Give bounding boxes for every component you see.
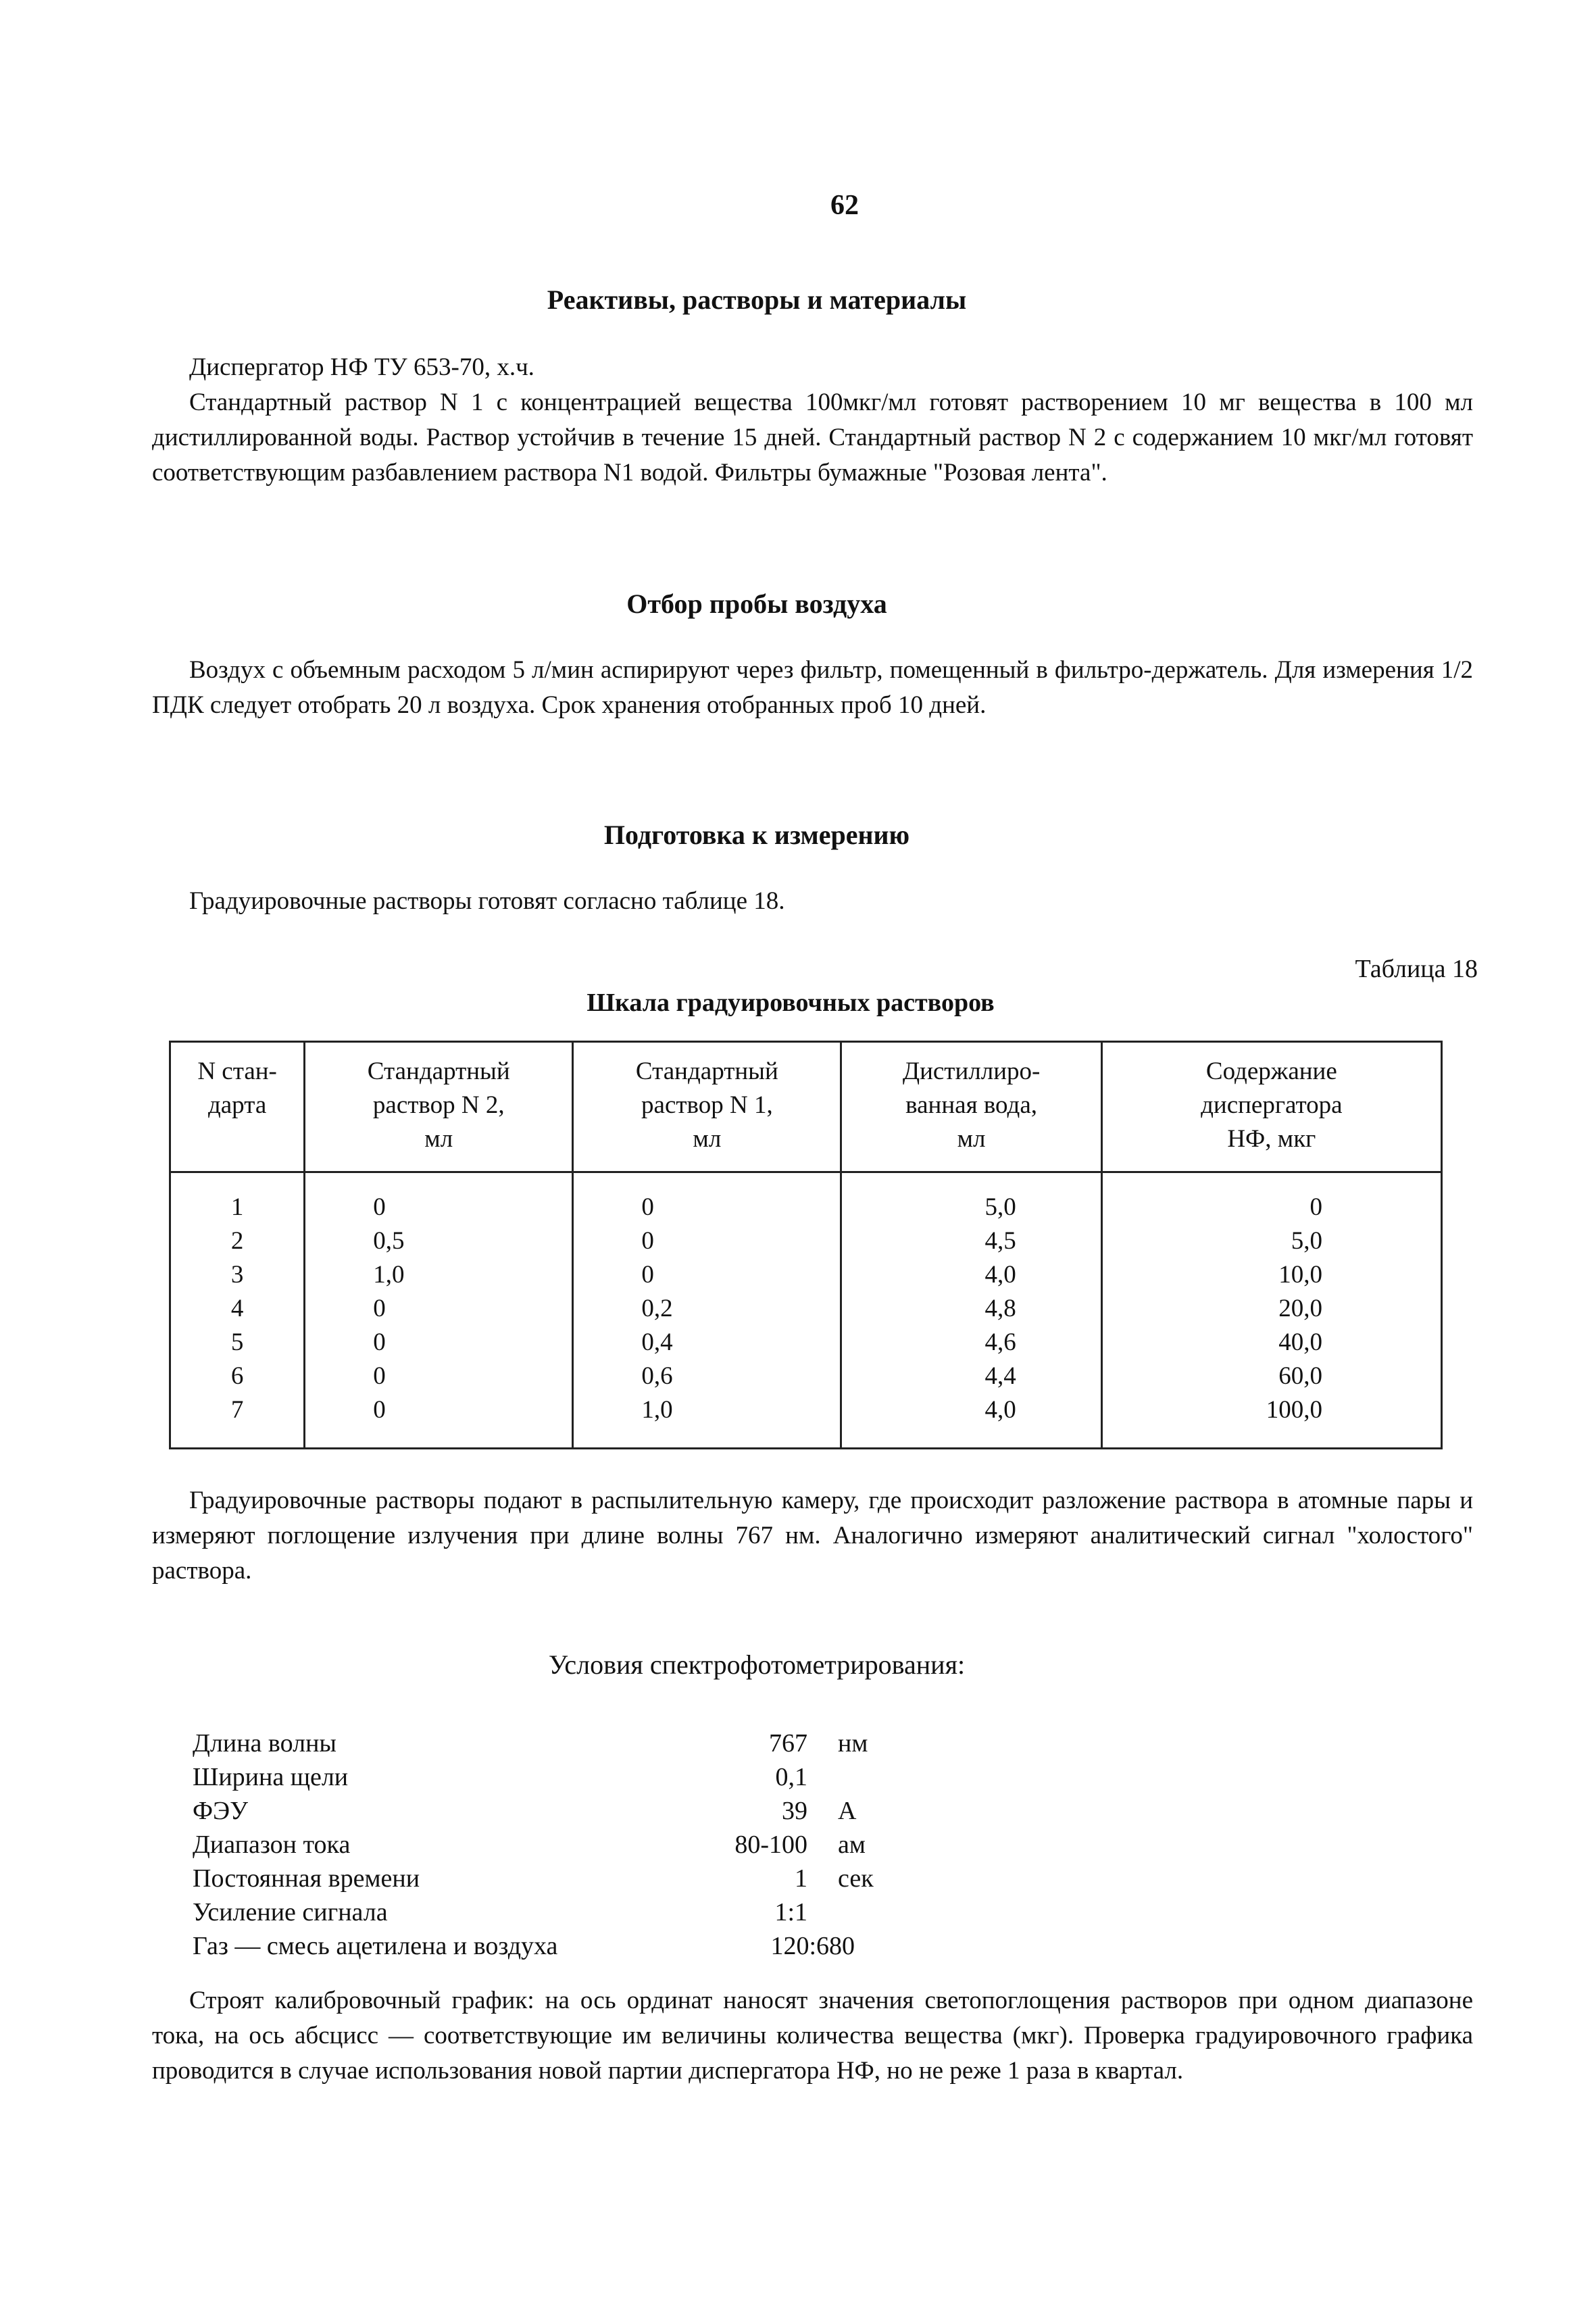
reagents-text xyxy=(152,350,1473,491)
table-cell: 6 xyxy=(170,1360,305,1393)
table-number: Таблица 18 xyxy=(1355,955,1478,983)
header-line: Дистиллиро- xyxy=(902,1057,1041,1085)
condition-row xyxy=(193,1862,936,1895)
condition-value: 39 xyxy=(782,1797,807,1825)
condition-label: Длина волны xyxy=(193,1729,336,1758)
table-cell: 0 xyxy=(305,1360,573,1393)
header-line: дарта xyxy=(207,1091,267,1119)
table-cell: 0,4 xyxy=(573,1326,841,1360)
sampling-text xyxy=(152,653,1473,723)
table-cell: 4,6 xyxy=(841,1326,1101,1360)
table-cell: 0 xyxy=(305,1326,573,1360)
table-cell: 7 xyxy=(170,1393,305,1449)
header-standard-solution-2 xyxy=(305,1042,573,1172)
calibration-table xyxy=(169,1041,1443,1449)
condition-unit: сек xyxy=(838,1864,874,1893)
table-cell: 5,0 xyxy=(1101,1224,1441,1258)
condition-row xyxy=(193,1726,936,1760)
table-row xyxy=(170,1224,1442,1258)
table-cell: 0 xyxy=(305,1172,573,1225)
header-line: Содержание xyxy=(1205,1057,1337,1085)
condition-value: 1:1 xyxy=(774,1898,807,1926)
table-cell: 1,0 xyxy=(573,1393,841,1449)
table-cell: 0,6 xyxy=(573,1360,841,1393)
header-line: раствор N 1, xyxy=(641,1091,773,1119)
condition-row xyxy=(193,1895,936,1929)
condition-label: ФЭУ xyxy=(193,1797,249,1825)
table-cell: 20,0 xyxy=(1101,1292,1441,1326)
table-cell: 40,0 xyxy=(1101,1326,1441,1360)
condition-value: 767 xyxy=(769,1729,807,1758)
preparation-paragraph: Градуировочные растворы готовят согласно таблице 18. xyxy=(189,887,785,915)
header-line: НФ, мкг xyxy=(1227,1125,1316,1153)
reagents-paragraph-1: Диспергатор НФ ТУ 653-70, х.ч. xyxy=(189,353,534,381)
table-cell: 0 xyxy=(305,1292,573,1326)
condition-unit: нм xyxy=(838,1729,868,1758)
page-number: 62 xyxy=(830,190,859,221)
final-paragraph: Строят калибровочный график: на ось ординат наносят значения светопоглощения растворов при одном диапазоне тока, на ось абсцисс — соответствующие им величины количества вещества (мкг). Проверка градуировочного графика проводится в случае использования новой партии диспергатора НФ, но не реже 1 раза в квартал. xyxy=(152,1987,1473,2085)
conditions-title: Условия спектрофотометрирования: xyxy=(548,1649,966,1680)
condition-label: Газ — смесь ацетилена и воздуха xyxy=(193,1932,558,1960)
conditions-list xyxy=(193,1726,936,1963)
table-cell: 1 xyxy=(170,1172,305,1225)
condition-unit: ам xyxy=(838,1831,866,1859)
header-line: мл xyxy=(957,1125,986,1153)
header-line: Стандартный xyxy=(367,1057,510,1085)
table-cell: 0,5 xyxy=(305,1224,573,1258)
table-cell: 5,0 xyxy=(841,1172,1101,1225)
reagents-paragraph-2: Стандартный раствор N 1 с концентрацией вещества 100мкг/мл готовят растворением 10 мг вещества в 100 мл дистиллированной воды. Раствор устойчив в течение 15 дней. Стандартный раствор N 2 с содержанием 10 мкг/мл готовят соответствующим разбавлением раствора N1 водой. Фильтры бумажные "Розовая лента". xyxy=(152,389,1473,487)
after-table-text xyxy=(152,1483,1473,1589)
condition-row xyxy=(193,1828,936,1862)
header-standard-number xyxy=(170,1042,305,1172)
table-cell: 0 xyxy=(305,1393,573,1449)
condition-value: 80-100 xyxy=(734,1831,807,1859)
header-line: N стан- xyxy=(197,1057,277,1085)
condition-label: Постоянная времени xyxy=(193,1864,420,1893)
table-row xyxy=(170,1172,1442,1225)
table-row xyxy=(170,1393,1442,1449)
final-text xyxy=(152,1983,1473,2089)
condition-row xyxy=(193,1929,936,1963)
table-cell: 2 xyxy=(170,1224,305,1258)
table-row xyxy=(170,1258,1442,1292)
condition-label: Диапазон тока xyxy=(193,1831,351,1859)
header-standard-solution-1 xyxy=(573,1042,841,1172)
condition-row xyxy=(193,1794,936,1828)
table-cell: 4,8 xyxy=(841,1292,1101,1326)
table-cell: 0 xyxy=(1101,1172,1441,1225)
header-distilled-water xyxy=(841,1042,1101,1172)
table-cell: 1,0 xyxy=(305,1258,573,1292)
header-line: ванная вода, xyxy=(905,1091,1037,1119)
table-row xyxy=(170,1326,1442,1360)
table-cell: 60,0 xyxy=(1101,1360,1441,1393)
header-line: мл xyxy=(693,1125,722,1153)
condition-value: 1 xyxy=(795,1864,807,1893)
header-line: раствор N 2, xyxy=(372,1091,505,1119)
table-cell: 10,0 xyxy=(1101,1258,1441,1292)
condition-row xyxy=(193,1760,936,1794)
table-row xyxy=(170,1292,1442,1326)
header-line: Стандартный xyxy=(635,1057,778,1085)
table-cell: 4,0 xyxy=(841,1393,1101,1449)
sampling-paragraph: Воздух с объемным расходом 5 л/мин аспирируют через фильтр, помещенный в фильтро-держатель. Для измерения 1/2 ПДК следует отобрать 20 л воздуха. Срок хранения отобранных проб 10 дней. xyxy=(152,656,1473,719)
table-cell: 4 xyxy=(170,1292,305,1326)
table-caption: Шкала градуировочных растворов xyxy=(587,989,995,1017)
table-cell: 3 xyxy=(170,1258,305,1292)
header-line: мл xyxy=(424,1125,453,1153)
table-cell: 4,0 xyxy=(841,1258,1101,1292)
table-cell: 4,4 xyxy=(841,1360,1101,1393)
table-cell: 5 xyxy=(170,1326,305,1360)
table-cell: 0 xyxy=(573,1172,841,1225)
table-cell: 0,2 xyxy=(573,1292,841,1326)
section-title-preparation: Подготовка к измерению xyxy=(603,820,910,850)
table-cell: 0 xyxy=(573,1224,841,1258)
header-line: диспергатора xyxy=(1201,1091,1343,1119)
after-table-paragraph: Градуировочные растворы подают в распылительную камеру, где происходит разложение раствора в атомные пары и измеряют поглощение излучения при длине волны 767 нм. Аналогично измеряют аналитический сигнал "холостого" раствора. xyxy=(152,1487,1473,1585)
condition-unit: А xyxy=(838,1797,857,1825)
table-cell: 0 xyxy=(573,1258,841,1292)
section-title-sampling: Отбор пробы воздуха xyxy=(626,589,887,619)
condition-label: Ширина щели xyxy=(193,1763,349,1791)
header-dispersant-content xyxy=(1101,1042,1441,1172)
condition-value: 0,1 xyxy=(775,1763,807,1791)
condition-value: 120:680 xyxy=(770,1932,855,1960)
preparation-text xyxy=(152,884,1473,919)
section-title-reagents: Реактивы, растворы и материалы xyxy=(547,284,967,315)
table-cell: 4,5 xyxy=(841,1224,1101,1258)
table-cell: 100,0 xyxy=(1101,1393,1441,1449)
table-header-row xyxy=(170,1042,1442,1172)
table-row xyxy=(170,1360,1442,1393)
condition-label: Усиление сигнала xyxy=(193,1898,388,1926)
